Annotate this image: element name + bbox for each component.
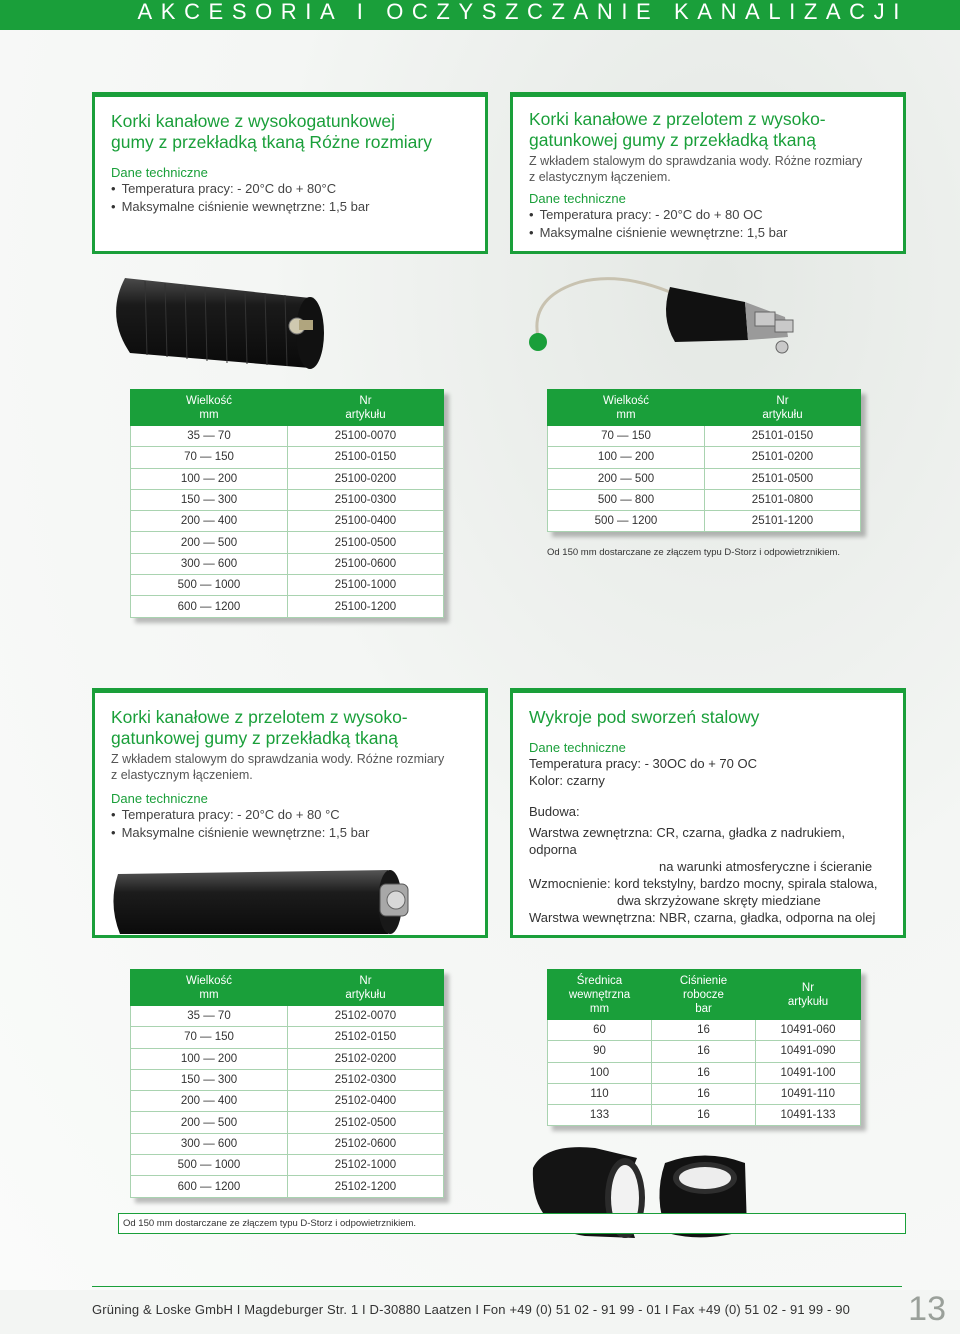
bullet-pressure: • Maksymalne ciśnienie wewnętrzne: 1,5 bar xyxy=(111,198,469,216)
color-value: czarny xyxy=(566,773,605,788)
table-flow-wrap xyxy=(547,389,861,532)
cell-size: 100 — 200 xyxy=(131,1048,288,1069)
table-flow2-note: Od 150 mm dostarczane ze złączem typu D-Storz i odpowietrznikiem. xyxy=(118,1213,906,1234)
flow-plug-2-photo xyxy=(108,862,428,942)
card-plugs-dane-label: Dane techniczne xyxy=(111,165,208,180)
footer-company: Grüning & Loske GmbH I Magdeburger Str. 1 I D-30880 Laatzen I Fon +49 (0) 51 02 - 91 99 - 01 I Fax +49 (0) 51 02 - 91 99 - 90 xyxy=(92,1302,851,1317)
cell-diameter: 110 xyxy=(548,1083,652,1104)
th-article-2: artykułu xyxy=(787,995,829,1008)
table-row xyxy=(131,1155,444,1176)
cell-size: 500 — 1000 xyxy=(131,575,288,596)
th-article xyxy=(705,390,861,426)
card-flow-bullets xyxy=(529,206,887,242)
cell-size: 200 — 500 xyxy=(131,532,288,553)
card-flow-title-1: Korki kanałowe z przelotem z wysoko- xyxy=(529,109,826,129)
cell-size: 100 — 200 xyxy=(548,447,705,468)
cell-article: 25102-0070 xyxy=(288,1006,444,1027)
cell-article: 25102-1200 xyxy=(288,1176,444,1197)
plug-photo xyxy=(105,268,335,378)
cell-article: 25100-0400 xyxy=(288,511,444,532)
cell-pressure: 16 xyxy=(652,1062,756,1083)
card-flow-title-2: gatunkowej gumy z przekładką tkaną xyxy=(529,130,816,150)
cell-article: 10491-060 xyxy=(756,1020,861,1041)
th-pressure-2: robocze xyxy=(683,988,724,1001)
cell-size: 150 — 300 xyxy=(131,1069,288,1090)
cell-article: 25102-1000 xyxy=(288,1155,444,1176)
table-row xyxy=(131,575,444,596)
cell-article: 25100-1200 xyxy=(288,596,444,617)
table-row xyxy=(548,447,861,468)
footer-rule xyxy=(92,1286,902,1287)
cell-size: 500 — 1200 xyxy=(548,511,705,532)
table-row xyxy=(131,511,444,532)
cell-pressure: 16 xyxy=(652,1083,756,1104)
th-article-1: Nr xyxy=(359,974,372,987)
cell-size: 200 — 400 xyxy=(131,1091,288,1112)
card-flow2-title-2: gatunkowej gumy z przekładką tkaną xyxy=(111,728,398,748)
th-diameter xyxy=(548,970,652,1020)
cell-pressure: 16 xyxy=(652,1105,756,1126)
card-flow2-title-1: Korki kanałowe z przelotem z wysoko- xyxy=(111,707,408,727)
table-row xyxy=(131,468,444,489)
table-row xyxy=(548,511,861,532)
table-sleeves xyxy=(547,969,861,1126)
table-row xyxy=(548,1105,861,1126)
table-row xyxy=(131,596,444,617)
cell-article: 25100-0600 xyxy=(288,553,444,574)
table-row xyxy=(548,1062,861,1083)
int-layer-value: NBR, czarna, gładka, odporna na olej xyxy=(659,910,876,925)
cell-pressure: 16 xyxy=(652,1041,756,1062)
page-header-title: AKCESORIA I OCZYSZCZANIE KANALIZACJI xyxy=(137,0,908,24)
cell-article: 25102-0300 xyxy=(288,1069,444,1090)
th-diameter-2: wewnętrzna xyxy=(568,988,631,1001)
cell-article: 10491-100 xyxy=(756,1062,861,1083)
cell-article: 25102-0200 xyxy=(288,1048,444,1069)
th-size-1: Wielkość xyxy=(602,394,649,407)
th-size-1: Wielkość xyxy=(185,974,232,987)
ext-layer-value-1: CR, czarna, gładka z nadrukiem, odporna xyxy=(529,825,845,857)
ext-layer-line xyxy=(529,824,887,858)
table-row xyxy=(131,426,444,447)
cell-diameter: 90 xyxy=(548,1041,652,1062)
flow-plug-photo xyxy=(520,262,810,362)
table-row xyxy=(548,426,861,447)
table-row xyxy=(131,447,444,468)
card-flow2-sub-2: z elastycznym łączeniem. xyxy=(111,768,253,782)
th-pressure xyxy=(652,970,756,1020)
cell-article: 25102-0400 xyxy=(288,1091,444,1112)
cell-article: 25101-1200 xyxy=(705,511,861,532)
color-label: Kolor: xyxy=(529,773,563,788)
cell-article: 25102-0500 xyxy=(288,1112,444,1133)
table-row xyxy=(548,468,861,489)
wzm-value-1: kord tekstylny, bardzo mocny, spirala stalowa, xyxy=(614,876,878,891)
cell-size: 300 — 600 xyxy=(131,1133,288,1154)
card-flow2-dane-label: Dane techniczne xyxy=(111,791,208,806)
table-sleeves-wrap xyxy=(547,969,861,1126)
th-diameter-1: Średnica xyxy=(576,974,623,987)
card-plugs xyxy=(92,92,488,254)
cell-article: 25101-0500 xyxy=(705,468,861,489)
sleeves-temperature: Temperatura pracy: - 30OC do + 70 OC xyxy=(529,756,757,771)
th-article xyxy=(756,970,861,1020)
table-row xyxy=(548,1020,861,1041)
cell-article: 10491-090 xyxy=(756,1041,861,1062)
table-row xyxy=(131,1112,444,1133)
cell-article: 25101-0150 xyxy=(705,426,861,447)
wzm-label: Wzmocnienie: xyxy=(529,876,611,891)
table-row xyxy=(548,1041,861,1062)
table-flow-note: Od 150 mm dostarczane ze złączem typu D-Storz i odpowietrznikiem. xyxy=(547,547,841,558)
card-plugs-bullets xyxy=(111,180,469,216)
cell-size: 70 — 150 xyxy=(131,447,288,468)
th-pressure-3: bar xyxy=(695,1002,712,1015)
ext-layer-value-2: na warunki atmosferyczne i ścieranie xyxy=(659,859,873,874)
cell-article: 25100-0500 xyxy=(288,532,444,553)
table-row xyxy=(131,553,444,574)
cell-size: 35 — 70 xyxy=(131,1006,288,1027)
th-size xyxy=(548,390,705,426)
card-flow2-sub-1: Z wkładem stalowym do sprawdzania wody. Różne rozmiary xyxy=(111,752,445,766)
cell-size: 200 — 500 xyxy=(548,468,705,489)
cell-article: 25100-0300 xyxy=(288,489,444,510)
bullet-temperature: • Temperatura pracy: - 20°C do + 80 OC xyxy=(529,206,887,224)
th-size-2: mm xyxy=(199,408,219,421)
table-flow xyxy=(547,389,861,532)
table-row xyxy=(131,1027,444,1048)
th-size-1: Wielkość xyxy=(185,394,232,407)
card-plugs-title: Korki kanałowe z wysokogatunkowej gumy z przekładką tkaną Różne rozmiary xyxy=(111,111,432,152)
table-plugs xyxy=(130,389,444,618)
table-flow2-wrap xyxy=(130,969,444,1198)
th-pressure-1: Ciśnienie xyxy=(679,974,728,987)
th-diameter-3: mm xyxy=(589,1002,610,1015)
th-article-2: artykułu xyxy=(345,988,386,1001)
card-flow-sub-2: z elastycznym łączeniem. xyxy=(529,170,671,184)
cell-size: 100 — 200 xyxy=(131,468,288,489)
table-row xyxy=(548,489,861,510)
cell-article: 25100-0070 xyxy=(288,426,444,447)
wzm-value-2: dwa skrzyżowane skręty miedziane xyxy=(617,893,821,908)
th-size-2: mm xyxy=(616,408,636,421)
table-row xyxy=(548,1083,861,1104)
cell-article: 25102-0600 xyxy=(288,1133,444,1154)
cell-size: 300 — 600 xyxy=(131,553,288,574)
cell-article: 25100-0200 xyxy=(288,468,444,489)
cell-article: 10491-133 xyxy=(756,1105,861,1126)
cell-size: 500 — 800 xyxy=(548,489,705,510)
table-row xyxy=(131,1006,444,1027)
page-number: 13 xyxy=(908,1290,946,1328)
bullet-pressure: • Maksymalne ciśnienie wewnętrzne: 1,5 bar xyxy=(529,224,887,242)
ext-layer-label: Warstwa zewnętrzna: xyxy=(529,825,653,840)
card-spigot-sleeves xyxy=(510,688,906,938)
cell-article: 25100-1000 xyxy=(288,575,444,596)
header-bar xyxy=(0,0,960,30)
cell-article: 25102-0150 xyxy=(288,1027,444,1048)
cell-article: 25101-0200 xyxy=(705,447,861,468)
bullet-pressure: • Maksymalne ciśnienie wewnętrzne: 1,5 bar xyxy=(111,824,469,842)
th-size xyxy=(131,970,288,1006)
cell-size: 600 — 1200 xyxy=(131,1176,288,1197)
table-row xyxy=(131,1048,444,1069)
sleeves-color-line xyxy=(529,772,887,789)
cell-size: 150 — 300 xyxy=(131,489,288,510)
th-article-1: Nr xyxy=(801,981,815,994)
th-article-1: Nr xyxy=(359,394,372,407)
wzm-line xyxy=(529,875,887,892)
th-size xyxy=(131,390,288,426)
th-article-2: artykułu xyxy=(345,408,386,421)
cell-size: 35 — 70 xyxy=(131,426,288,447)
cell-diameter: 100 xyxy=(548,1062,652,1083)
table-plugs-wrap xyxy=(130,389,444,618)
table-row xyxy=(131,1091,444,1112)
table-row xyxy=(131,1176,444,1197)
cell-size: 500 — 1000 xyxy=(131,1155,288,1176)
table-flow2 xyxy=(130,969,444,1198)
cell-size: 600 — 1200 xyxy=(131,596,288,617)
budowa-label: Budowa: xyxy=(529,804,580,819)
cell-diameter: 60 xyxy=(548,1020,652,1041)
card-flow-sub-1: Z wkładem stalowym do sprawdzania wody. Różne rozmiary xyxy=(529,154,863,168)
cell-size: 200 — 400 xyxy=(131,511,288,532)
cell-article: 10491-110 xyxy=(756,1083,861,1104)
table-row xyxy=(131,1069,444,1090)
th-article-1: Nr xyxy=(776,394,789,407)
bullet-temperature: • Temperatura pracy: - 20°C do + 80 °C xyxy=(111,806,469,824)
cell-article: 25100-0150 xyxy=(288,447,444,468)
th-article xyxy=(288,970,444,1006)
card-flow-dane-label: Dane techniczne xyxy=(529,191,626,206)
table-row xyxy=(131,1133,444,1154)
card-flow2-bullets xyxy=(111,806,469,842)
table-row xyxy=(131,532,444,553)
card-flow-plugs xyxy=(510,92,906,254)
table-row xyxy=(131,489,444,510)
th-article xyxy=(288,390,444,426)
th-size-2: mm xyxy=(199,988,219,1001)
int-layer-line xyxy=(529,909,887,926)
card-sleeves-title: Wykroje pod sworzeń stalowy xyxy=(529,707,760,727)
cell-size: 200 — 500 xyxy=(131,1112,288,1133)
cell-article: 25101-0800 xyxy=(705,489,861,510)
cell-size: 70 — 150 xyxy=(131,1027,288,1048)
bullet-temperature: • Temperatura pracy: - 20°C do + 80°C xyxy=(111,180,469,198)
cell-size: 70 — 150 xyxy=(548,426,705,447)
cell-diameter: 133 xyxy=(548,1105,652,1126)
th-article-2: artykułu xyxy=(762,408,803,421)
cell-pressure: 16 xyxy=(652,1020,756,1041)
card-sleeves-dane-label: Dane techniczne xyxy=(529,740,626,755)
int-layer-label: Warstwa wewnętrzna: xyxy=(529,910,656,925)
